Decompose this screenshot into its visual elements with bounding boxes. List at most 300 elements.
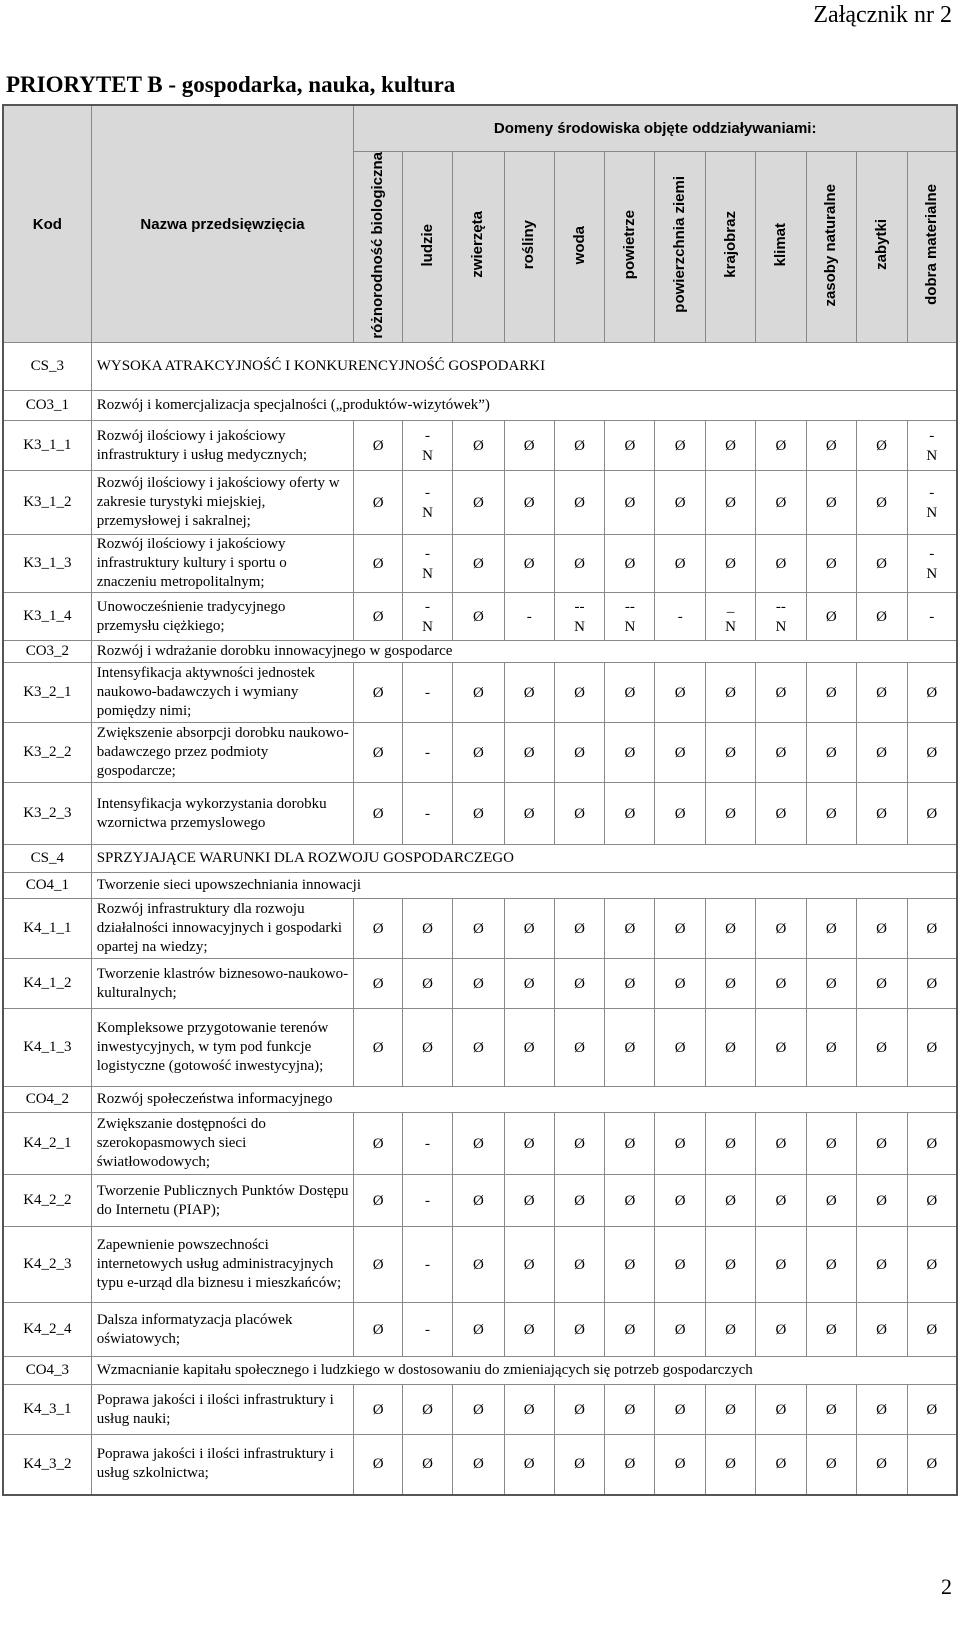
impact-value-text: Ø: [674, 1192, 686, 1209]
project-name: Poprawa jakości i ilości infrastruktury i usług szkolnictwa;: [91, 1435, 354, 1495]
impact-value: [856, 471, 907, 535]
item-row: [3, 723, 957, 783]
impact-value-text: Ø: [624, 1256, 636, 1273]
impact-value: [755, 1227, 806, 1303]
impact-value: [655, 1009, 706, 1087]
impact-value-text: Ø: [926, 684, 938, 701]
project-name: Rozwój infrastruktury dla rozwoju działalności innowacyjnych i gospodarki opartej na wiedzy;: [91, 899, 354, 959]
impact-value-text: Ø: [725, 437, 736, 454]
impact-value: [452, 1435, 504, 1495]
section-row: [3, 1357, 957, 1385]
impact-value-text: Ø: [624, 1192, 636, 1209]
impact-value: [806, 535, 856, 593]
impact-value: [504, 959, 554, 1009]
impact-value-text: -: [425, 684, 431, 701]
impact-value-text: Ø: [624, 920, 636, 937]
impact-value-text: Ø: [876, 494, 887, 511]
impact-value: [806, 1385, 856, 1435]
impact-value-text: Ø: [725, 805, 736, 822]
impact-value: [706, 1009, 756, 1087]
section-row: [3, 391, 957, 421]
impact-value: [504, 1385, 554, 1435]
impact-value-text: Ø: [926, 920, 938, 937]
impact-value-text: - N: [926, 484, 938, 521]
impact-value-text: Ø: [926, 744, 938, 761]
impact-value-text: Ø: [523, 684, 535, 701]
impact-value-text: Ø: [624, 494, 636, 511]
impact-value: [452, 1385, 504, 1435]
header-domain-label: rośliny: [520, 220, 538, 270]
impact-value-text: Ø: [674, 1321, 686, 1338]
impact-value-text: Ø: [825, 437, 837, 454]
impact-value-text: Ø: [372, 1039, 384, 1056]
impact-value-text: Ø: [472, 437, 484, 454]
impact-value-text: -: [929, 608, 935, 625]
impact-value: [655, 783, 706, 845]
impact-value: [655, 1385, 706, 1435]
impact-value: [806, 899, 856, 959]
impact-value-text: -- N: [775, 598, 787, 635]
impact-value-text: - N: [422, 427, 433, 464]
impact-value: [856, 1227, 907, 1303]
impact-value: [655, 1227, 706, 1303]
impact-value-text: Ø: [876, 1321, 887, 1338]
impact-value: [452, 663, 504, 723]
row-code: CS_4: [3, 845, 91, 873]
impact-value-text: Ø: [472, 684, 484, 701]
priority-title: PRIORYTET B - gospodarka, nauka, kultura: [6, 72, 456, 97]
impact-value: [605, 1303, 655, 1357]
impact-value: [907, 899, 957, 959]
impact-value-text: Ø: [926, 1192, 938, 1209]
section-title: Wzmacnianie kapitału społecznego i ludzkiego w dostosowaniu do zmieniających się potrzeb gospodarczych: [91, 1357, 957, 1385]
impact-value-text: Ø: [825, 684, 837, 701]
impact-value: [504, 1113, 554, 1175]
impact-value: [706, 1113, 756, 1175]
impact-value-text: Ø: [472, 1192, 484, 1209]
impact-value-text: Ø: [876, 608, 887, 625]
impact-value-text: Ø: [574, 805, 585, 822]
impact-value-text: Ø: [574, 744, 585, 761]
impact-value: [403, 1435, 453, 1495]
impact-value-text: Ø: [825, 1135, 837, 1152]
impact-value: [856, 1435, 907, 1495]
impact-value: [755, 593, 806, 641]
row-code: K3_1_3: [3, 535, 91, 593]
impact-value: [403, 1227, 453, 1303]
impact-value-text: -: [425, 805, 431, 822]
impact-value-text: Ø: [775, 555, 787, 572]
header-name: Nazwa przedsięwzięcia: [91, 105, 354, 343]
page-number: 2: [941, 1574, 952, 1599]
impact-value: [605, 723, 655, 783]
impact-value-text: Ø: [372, 1256, 384, 1273]
impact-value-text: Ø: [574, 1321, 585, 1338]
impact-value-text: Ø: [472, 608, 484, 625]
impact-value-text: Ø: [523, 555, 535, 572]
impact-value: [354, 1385, 403, 1435]
impact-value-text: Ø: [523, 1456, 535, 1473]
impact-value-text: Ø: [624, 684, 636, 701]
header-domain: [605, 151, 655, 343]
impact-value-text: Ø: [876, 805, 887, 822]
impact-value: [706, 421, 756, 471]
impact-value-text: Ø: [372, 1401, 384, 1418]
impact-value: [605, 1227, 655, 1303]
impact-value-text: Ø: [725, 494, 736, 511]
impact-value-text: Ø: [574, 975, 585, 992]
impact-value-text: Ø: [674, 744, 686, 761]
impact-value-text: Ø: [825, 744, 837, 761]
impact-value: [856, 723, 907, 783]
impact-value: [452, 899, 504, 959]
impact-value: [554, 783, 605, 845]
impact-value-text: Ø: [775, 920, 787, 937]
header-domain: [907, 151, 957, 343]
impact-value: [755, 1113, 806, 1175]
impact-value: [554, 663, 605, 723]
impact-value-text: Ø: [725, 1456, 736, 1473]
impact-value: [806, 471, 856, 535]
impact-value-text: Ø: [624, 975, 636, 992]
impact-value: [354, 1113, 403, 1175]
impact-value: [755, 1175, 806, 1227]
impact-value-text: Ø: [422, 1456, 433, 1473]
impact-value: [452, 1227, 504, 1303]
impact-value: [755, 783, 806, 845]
impact-value: [806, 1113, 856, 1175]
impact-value: [452, 593, 504, 641]
impact-value-text: Ø: [523, 920, 535, 937]
impact-value-text: Ø: [574, 494, 585, 511]
impact-value: [504, 783, 554, 845]
impact-value-text: Ø: [775, 684, 787, 701]
impact-value-text: Ø: [674, 1039, 686, 1056]
impact-value-text: Ø: [372, 608, 384, 625]
item-row: [3, 421, 957, 471]
item-row: [3, 1385, 957, 1435]
impact-value-text: _ N: [725, 598, 736, 635]
impact-value: [504, 1175, 554, 1227]
impact-value-text: Ø: [523, 1256, 535, 1273]
header-domain-label: woda: [570, 225, 588, 264]
impact-value-text: Ø: [926, 1321, 938, 1338]
impact-value: [605, 783, 655, 845]
impact-value-text: Ø: [725, 1321, 736, 1338]
impact-value-text: Ø: [472, 494, 484, 511]
impact-value-text: Ø: [574, 1039, 585, 1056]
row-code: K3_2_3: [3, 783, 91, 845]
impact-value: [755, 723, 806, 783]
section-row: [3, 873, 957, 899]
impact-value: [706, 1303, 756, 1357]
item-row: [3, 1175, 957, 1227]
impact-value: [605, 1113, 655, 1175]
impact-value: [354, 1303, 403, 1357]
impact-value: [806, 1009, 856, 1087]
impact-value: [907, 593, 957, 641]
impact-value-text: Ø: [876, 744, 887, 761]
impact-value: [554, 471, 605, 535]
impact-value: [907, 1227, 957, 1303]
impact-value-text: Ø: [472, 920, 484, 937]
impact-value: [403, 1303, 453, 1357]
impact-value: [354, 1227, 403, 1303]
header-domain: [806, 151, 856, 343]
impact-value-text: Ø: [825, 1401, 837, 1418]
row-code: K3_1_4: [3, 593, 91, 641]
impact-value-text: Ø: [825, 1456, 837, 1473]
impact-value-text: Ø: [825, 608, 837, 625]
impact-value: [806, 723, 856, 783]
impact-value: [605, 1009, 655, 1087]
impact-value: [403, 535, 453, 593]
impact-value-text: Ø: [523, 1135, 535, 1152]
impact-value: [403, 593, 453, 641]
header-domain-label: zwierzęta: [469, 211, 487, 279]
impact-value-text: Ø: [725, 1135, 736, 1152]
impact-value: [354, 1175, 403, 1227]
impact-value: [354, 959, 403, 1009]
impact-value: [554, 1009, 605, 1087]
item-row: [3, 1009, 957, 1087]
impact-value-text: Ø: [725, 1256, 736, 1273]
row-code: CO4_3: [3, 1357, 91, 1385]
project-name: Tworzenie klastrów biznesowo-naukowo-kulturalnych;: [91, 959, 354, 1009]
section-title: Tworzenie sieci upowszechniania innowacji: [91, 873, 957, 899]
impact-value: [907, 959, 957, 1009]
impact-value-text: Ø: [876, 1192, 887, 1209]
impact-value-text: -: [425, 1192, 431, 1209]
row-code: K3_2_2: [3, 723, 91, 783]
item-row: [3, 1113, 957, 1175]
impact-value: [706, 1175, 756, 1227]
impact-value: [655, 663, 706, 723]
row-code: K4_3_1: [3, 1385, 91, 1435]
impact-value-text: -: [677, 608, 683, 625]
impact-value: [706, 1227, 756, 1303]
impact-value-text: Ø: [523, 494, 535, 511]
impact-value-text: Ø: [775, 1256, 787, 1273]
impact-value-text: Ø: [775, 494, 787, 511]
impact-value-text: Ø: [876, 1039, 887, 1056]
project-name: Unowocześnienie tradycyjnego przemysłu ciężkiego;: [91, 593, 354, 641]
row-code: K3_2_1: [3, 663, 91, 723]
section-row: [3, 343, 957, 391]
impact-value: [452, 723, 504, 783]
impact-value-text: Ø: [926, 1401, 938, 1418]
impact-value: [605, 421, 655, 471]
impact-value: [452, 535, 504, 593]
impact-value-text: Ø: [574, 1135, 585, 1152]
impact-value-text: Ø: [725, 1039, 736, 1056]
impact-value-text: Ø: [674, 975, 686, 992]
impact-value: [354, 663, 403, 723]
impact-value-text: Ø: [574, 684, 585, 701]
impact-value-text: Ø: [926, 805, 938, 822]
impact-value: [452, 1303, 504, 1357]
impact-value: [554, 1175, 605, 1227]
impact-value: [554, 1113, 605, 1175]
impact-value-text: Ø: [472, 805, 484, 822]
item-row: [3, 783, 957, 845]
row-code: CO4_2: [3, 1087, 91, 1113]
impact-value: [856, 1113, 907, 1175]
impact-value-text: Ø: [674, 1135, 686, 1152]
impact-value-text: Ø: [472, 1256, 484, 1273]
impact-value: [554, 899, 605, 959]
impact-value-text: Ø: [825, 555, 837, 572]
impact-value: [554, 1435, 605, 1495]
item-row: [3, 1227, 957, 1303]
impact-value: [655, 593, 706, 641]
impact-value: [655, 1435, 706, 1495]
impact-value: [605, 593, 655, 641]
header-domain-label: zasoby naturalne: [822, 183, 840, 307]
impact-value: [655, 1113, 706, 1175]
header-domain-label: dobra materialne: [922, 184, 940, 306]
impact-value-text: Ø: [775, 744, 787, 761]
impact-value: [856, 959, 907, 1009]
impact-value-text: Ø: [624, 1456, 636, 1473]
impact-value: [504, 1303, 554, 1357]
impact-value: [806, 783, 856, 845]
impact-value-text: Ø: [472, 1456, 484, 1473]
header-domain: [403, 151, 453, 343]
impact-value: [655, 899, 706, 959]
impact-value-text: Ø: [825, 1256, 837, 1273]
impact-value: [806, 1303, 856, 1357]
impact-value-text: Ø: [574, 1401, 585, 1418]
impact-value-text: Ø: [876, 920, 887, 937]
impact-value-text: Ø: [574, 555, 585, 572]
impact-value: [554, 959, 605, 1009]
impact-value-text: Ø: [775, 437, 787, 454]
row-code: K4_1_1: [3, 899, 91, 959]
impact-value: [856, 783, 907, 845]
project-name: Dalsza informatyzacja placówek oświatowych;: [91, 1303, 354, 1357]
impact-value-text: Ø: [674, 494, 686, 511]
impact-value-text: Ø: [372, 1321, 384, 1338]
impact-value-text: -: [425, 744, 431, 761]
impact-value: [755, 1009, 806, 1087]
impact-value-text: Ø: [472, 1135, 484, 1152]
impact-value: [706, 959, 756, 1009]
impact-value-text: - N: [422, 598, 433, 635]
impact-value-text: Ø: [472, 555, 484, 572]
impact-value-text: Ø: [825, 920, 837, 937]
impact-value: [907, 421, 957, 471]
impact-value: [554, 723, 605, 783]
impact-value: [504, 593, 554, 641]
impact-value: [755, 959, 806, 1009]
impact-value: [755, 471, 806, 535]
project-name: Tworzenie Publicznych Punktów Dostępu do Internetu (PIAP);: [91, 1175, 354, 1227]
impact-value: [452, 1113, 504, 1175]
section-title: Rozwój i komercjalizacja specjalności („produktów-wizytówek”): [91, 391, 957, 421]
row-code: K4_2_3: [3, 1227, 91, 1303]
impact-value: [655, 1175, 706, 1227]
impact-value: [554, 1303, 605, 1357]
header-code: Kod: [3, 105, 91, 343]
header-domain-label: krajobraz: [721, 211, 739, 279]
impact-value-text: Ø: [624, 805, 636, 822]
impact-value-text: Ø: [472, 1321, 484, 1338]
impact-value: [806, 421, 856, 471]
impact-value-text: Ø: [372, 684, 384, 701]
row-code: K4_1_3: [3, 1009, 91, 1087]
impact-value: [504, 421, 554, 471]
impact-value: [504, 899, 554, 959]
impact-value-text: Ø: [674, 1456, 686, 1473]
impact-value: [403, 959, 453, 1009]
impact-value: [452, 959, 504, 1009]
row-code: CO4_1: [3, 873, 91, 899]
impact-value-text: Ø: [624, 1135, 636, 1152]
impact-value: [706, 471, 756, 535]
impact-value: [403, 1009, 453, 1087]
impact-value-text: Ø: [725, 684, 736, 701]
impact-value-text: Ø: [674, 437, 686, 454]
header-domain-label: różnorodność biologiczna: [369, 151, 387, 339]
impact-value: [554, 421, 605, 471]
impact-value: [655, 959, 706, 1009]
impact-value: [354, 421, 403, 471]
section-row: [3, 641, 957, 663]
row-code: CO3_1: [3, 391, 91, 421]
impact-value-text: Ø: [422, 975, 433, 992]
impact-value-text: Ø: [422, 1039, 433, 1056]
impact-value: [605, 1435, 655, 1495]
impact-value: [806, 1435, 856, 1495]
impact-value-text: - N: [422, 545, 433, 582]
impact-value: [354, 593, 403, 641]
impact-value: [706, 723, 756, 783]
impact-value-text: Ø: [725, 975, 736, 992]
impact-value: [706, 1435, 756, 1495]
impact-value-text: Ø: [372, 1456, 384, 1473]
header-domain: [452, 151, 504, 343]
impact-value-text: Ø: [876, 684, 887, 701]
header-domain-label: klimat: [771, 223, 789, 267]
impact-value: [554, 593, 605, 641]
impact-value-text: Ø: [372, 744, 384, 761]
impact-value-text: Ø: [725, 1192, 736, 1209]
impact-value-text: Ø: [775, 805, 787, 822]
impact-value: [907, 1385, 957, 1435]
header-domain-label: powietrze: [620, 210, 638, 280]
impact-value-text: Ø: [372, 555, 384, 572]
impact-value: [554, 1227, 605, 1303]
impact-value: [755, 1385, 806, 1435]
impact-value-text: Ø: [775, 1321, 787, 1338]
row-code: K3_1_1: [3, 421, 91, 471]
impact-value-text: Ø: [775, 1401, 787, 1418]
project-name: Kompleksowe przygotowanie terenów inwestycyjnych, w tym pod funkcje logistyczne (gotowość inwestycyjna);: [91, 1009, 354, 1087]
project-name: Poprawa jakości i ilości infrastruktury i usług nauki;: [91, 1385, 354, 1435]
impact-value-text: Ø: [624, 1039, 636, 1056]
impact-value: [354, 899, 403, 959]
impact-value-text: Ø: [775, 1135, 787, 1152]
section-title: Rozwój społeczeństwa informacyjnego: [91, 1087, 957, 1113]
impact-value-text: Ø: [825, 1321, 837, 1338]
item-row: [3, 471, 957, 535]
impact-value-text: Ø: [775, 1039, 787, 1056]
impact-value-text: Ø: [523, 805, 535, 822]
impact-value: [605, 899, 655, 959]
impact-value-text: Ø: [825, 975, 837, 992]
impact-value-text: Ø: [926, 975, 938, 992]
